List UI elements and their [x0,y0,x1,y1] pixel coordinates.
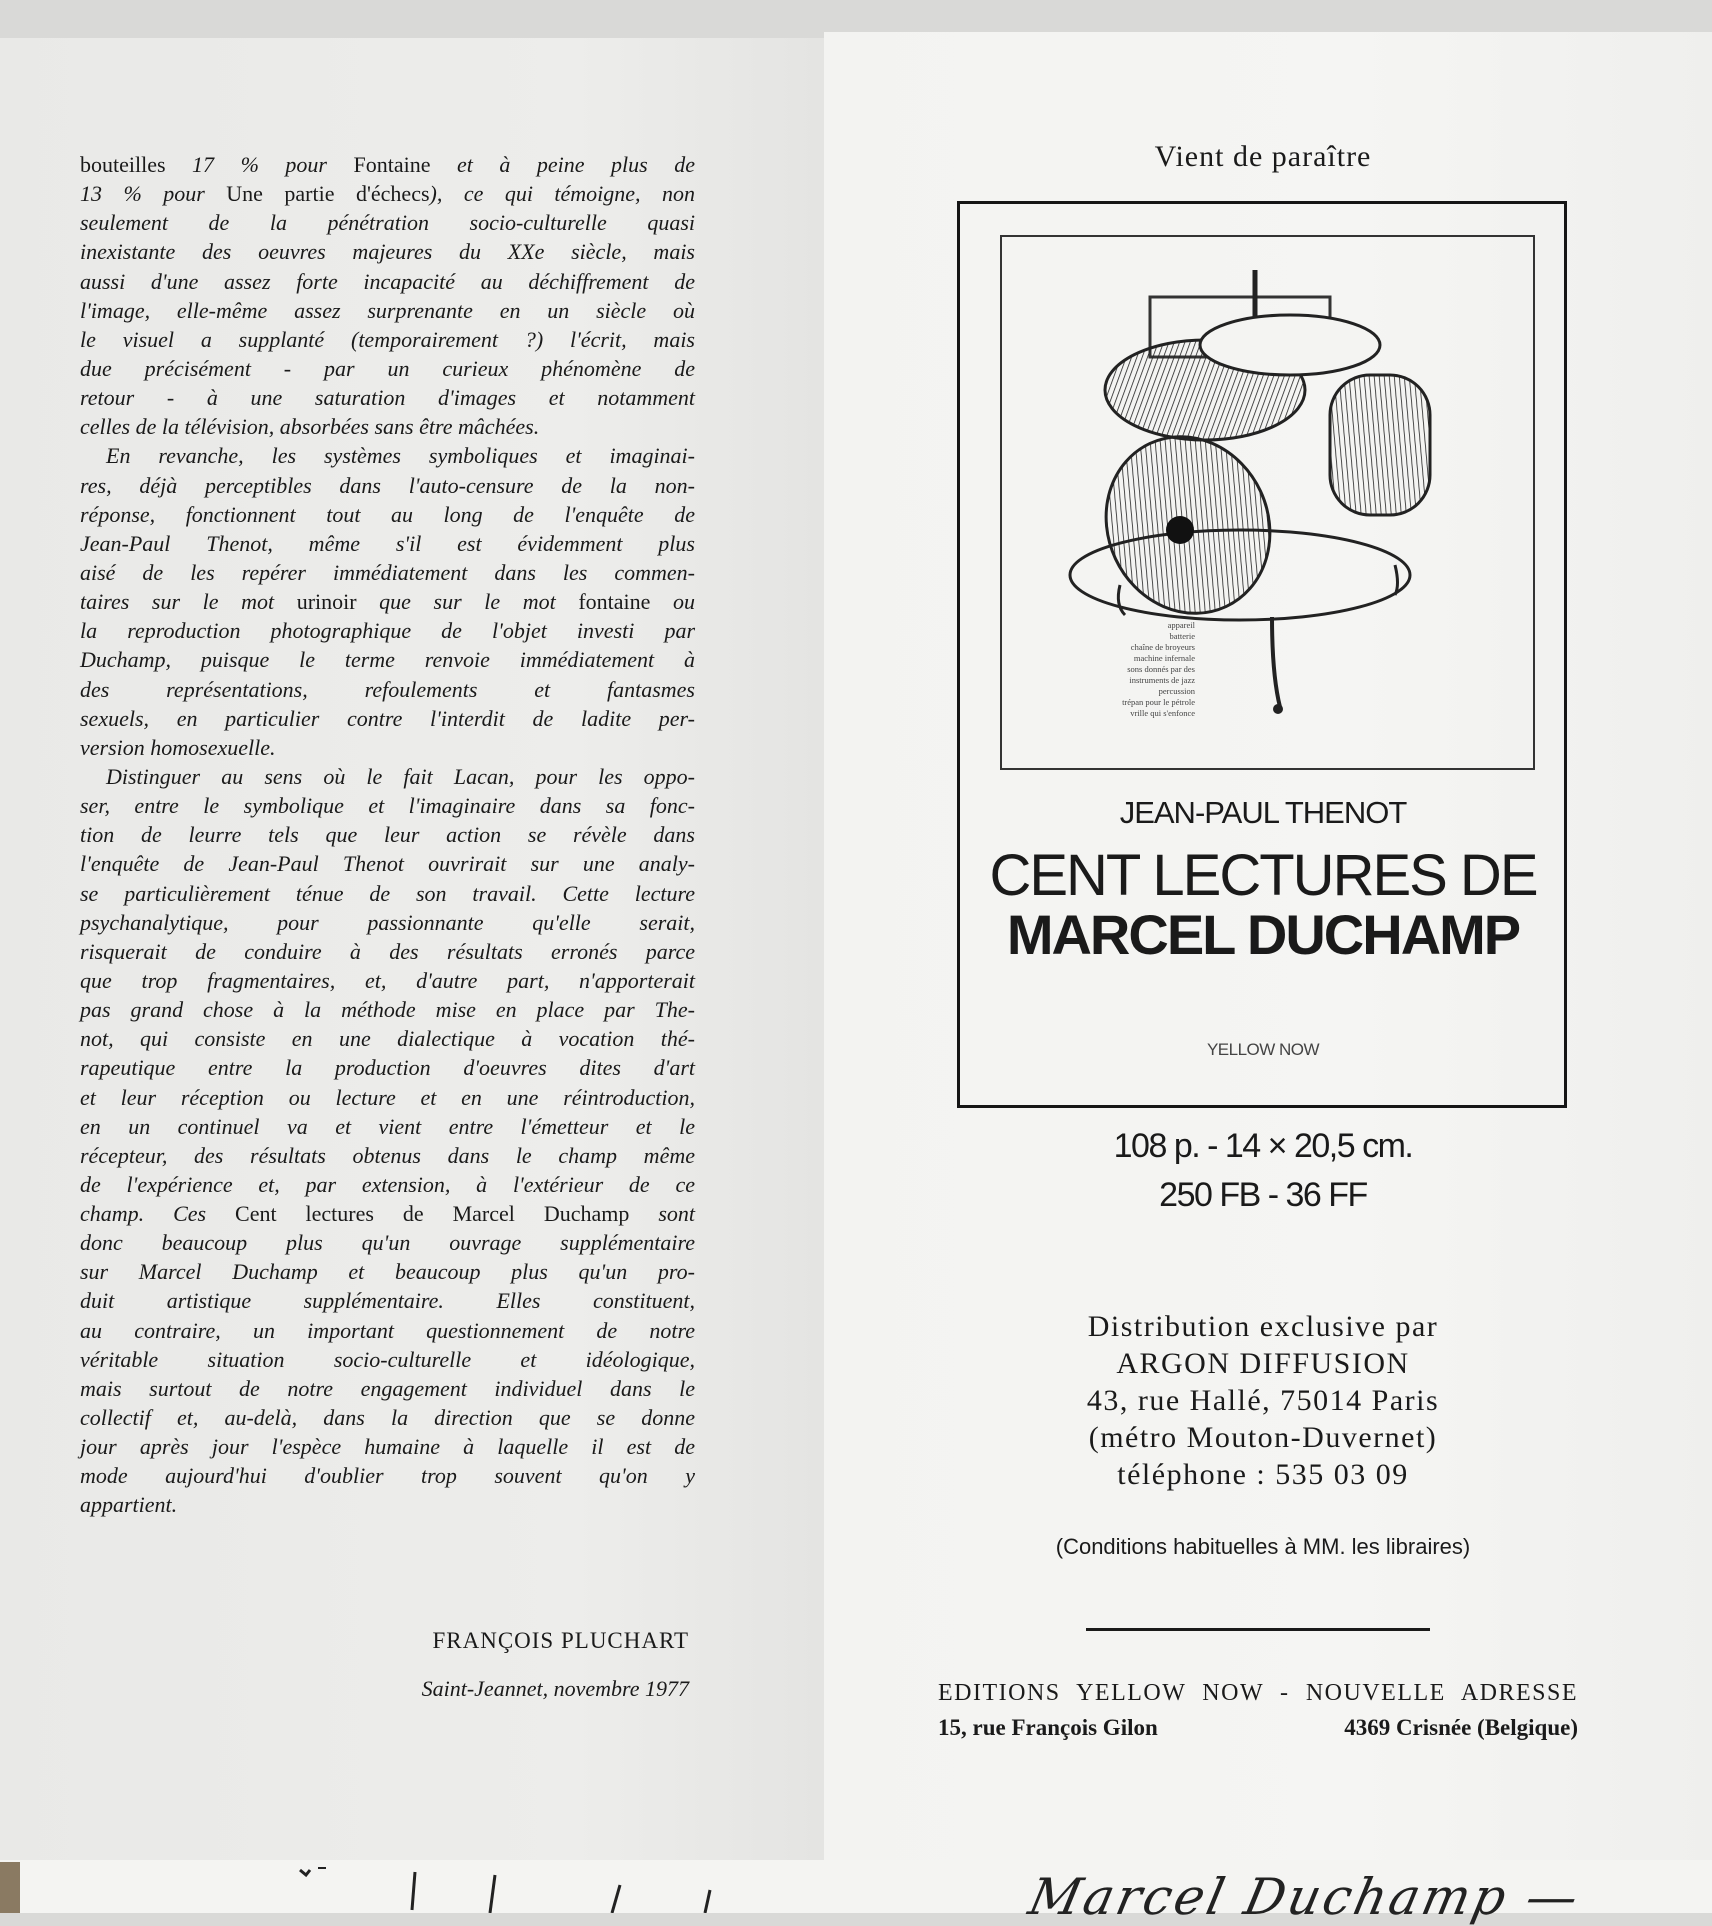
bookseller-conditions: (Conditions habituelles à MM. les libraires) [1055,1534,1471,1559]
text-line [80,296,695,325]
text-line [80,1316,695,1345]
italic-text-segment: Jean-Paul Thenot, même s'il est évidemment plus [80,530,695,556]
text-line [80,412,695,441]
italic-text-segment: psychanalytique, pour passionnante qu'elle serait, [80,909,695,935]
italic-text-segment: réponse, fonctionnent tout au long de l'enquête de [80,501,695,527]
text-line [80,529,695,558]
text-line [80,1141,695,1170]
italic-text-segment: la reproduction photographique de l'objet investi par [80,618,695,644]
italic-text-segment: sont [629,1201,695,1227]
italic-text-segment: Distinguer au sens où le fait Lacan, pour les oppo- [106,763,695,789]
text-line [80,237,695,266]
text-line [80,267,695,296]
italic-text-segment: ser, entre le symbolique et l'imaginaire dans sa fonc- [80,793,695,819]
caption-line: percussion [1158,686,1195,696]
text-line [80,1374,695,1403]
distributor-address: 43, rue Hallé, 75014 Paris [1086,1384,1440,1417]
text-line [80,995,695,1024]
text-line [80,500,695,529]
italic-text-segment: celles de la télévision, absorbées sans être mâchées. [80,414,540,440]
text-line [80,1112,695,1141]
italic-text-segment: 13 % pour [80,181,227,207]
text-line [80,645,695,674]
italic-text-segment: le visuel a supplanté (temporairement ?) l'écrit, mais [80,326,695,352]
text-line [80,1024,695,1053]
text-line [80,441,695,470]
italic-text-segment: not, qui consiste en une dialectique à vocation thé- [80,1026,695,1052]
text-line [80,1490,695,1519]
italic-text-segment: collectif et, au-delà, dans la direction que se donne [80,1405,695,1431]
text-line [80,383,695,412]
text-line [80,1345,695,1374]
handwritten-signature: Marcel Duchamp — [1023,1868,1587,1926]
essay-place-date: Saint-Jeannet, novembre 1977 [421,1676,689,1701]
italic-text-segment: jour après jour l'espèce humaine à laquelle il est de [80,1434,695,1460]
text-line [80,1053,695,1082]
italic-text-segment: en un continuel va et vient entre l'émetteur et le [80,1113,695,1139]
italic-text-segment: de l'expérience et, par extension, à l'extérieur de ce [80,1171,695,1197]
italic-text-segment: que sur le mot [356,589,579,615]
caption-line: machine infernale [1133,653,1195,663]
text-line [80,587,695,616]
italic-text-segment: ), ce qui témoigne, non [429,181,695,207]
italic-text-segment: duit artistique supplémentaire. Elles constituent, [80,1288,695,1314]
text-line [80,733,695,762]
italic-text-segment: l'enquête de Jean-Paul Thenot ouvrirait sur une analy- [80,851,695,877]
italic-text-segment: retour - à une saturation d'images et notamment [80,385,695,411]
cover-publisher: YELLOW NOW [1206,1040,1320,1059]
text-line [80,966,695,995]
italic-text-segment: des représentations, refoulements et fantasmes [80,676,695,702]
roman-text-segment: Cent lectures de Marcel Duchamp [235,1201,630,1227]
italic-text-segment: champ. Ces [80,1201,236,1227]
text-line [80,937,695,966]
essay-author: FRANÇOIS PLUCHART [432,1628,689,1653]
italic-text-segment: tion de leurre tels que leur action se révèle dans [80,822,695,848]
text-line [80,791,695,820]
text-line [80,1170,695,1199]
distributor-phone: téléphone : 535 03 09 [1117,1458,1409,1491]
divider-rule [1086,1628,1430,1631]
roman-text-segment: Fontaine [353,152,431,177]
italic-text-segment: et leur réception ou lecture et en une réintroduction, [80,1084,695,1110]
text-line [80,1228,695,1257]
editions-address [938,1715,1578,1741]
text-line [80,1286,695,1315]
italic-text-segment: Duchamp, puisque le terme renvoie immédiatement à [80,647,695,673]
italic-text-segment: au contraire, un important questionnement de notre [80,1317,695,1343]
caption-line: batterie [1169,631,1195,641]
text-line [80,908,695,937]
text-line [80,762,695,791]
text-line [80,1403,695,1432]
italic-text-segment: taires sur le mot [80,589,297,615]
distributor-name: ARGON DIFFUSION [1116,1347,1410,1380]
italic-text-segment: aussi d'une assez forte incapacité au déchiffrement de [80,268,695,294]
text-line [80,1432,695,1461]
book-specs [957,1122,1569,1220]
illustration-caption [1030,620,1195,719]
italic-text-segment: pas grand chose à la méthode mise en place par The- [80,997,695,1023]
italic-text-segment: sur Marcel Duchamp et beaucoup plus qu'un pro- [80,1259,695,1285]
italic-text-segment: ou [650,589,696,615]
italic-text-segment: mais surtout de notre engagement individuel dans le [80,1375,695,1401]
italic-text-segment: appartient. [80,1492,178,1518]
text-line [80,558,695,587]
italic-text-segment: véritable situation socio-culturelle et idéologique, [80,1346,695,1372]
book-price: 250 FB - 36 FF [1159,1176,1367,1214]
caption-line: vrille qui s'enfonce [1130,708,1195,718]
italic-text-segment: mode aujourd'hui d'oublier trop souvent qu'on y [80,1463,695,1489]
caption-line: instruments de jazz [1129,675,1195,685]
editions-street: 15, rue François Gilon [938,1715,1158,1740]
text-line [80,704,695,733]
announcement-heading: Vient de paraître [1154,140,1372,173]
editions-city: 4369 Crisnée (Belgique) [1344,1715,1578,1740]
caption-line: appareil [1167,620,1195,630]
handwriting-strokes [0,1860,1000,1913]
italic-text-segment: se particulièrement ténue de son travail. Cette lecture [80,880,695,906]
book-title-line1: CENT LECTURES DE [989,843,1537,908]
text-line [80,1083,695,1112]
text-line [80,1257,695,1286]
distribution-info [957,1308,1569,1493]
italic-text-segment: res, déjà perceptibles dans l'auto-censure de la non- [80,472,695,498]
roman-text-segment: bouteilles [80,152,166,177]
text-line [80,150,695,179]
italic-text-segment: En revanche, les systèmes symboliques et imaginai- [106,443,695,469]
text-line [80,849,695,878]
text-line [80,471,695,500]
roman-text-segment: fontaine [578,589,651,615]
text-line [80,208,695,237]
book-author: JEAN-PAUL THENOT [1119,795,1407,830]
caption-line: trépan pour le pétrole [1122,697,1195,707]
italic-text-segment: sexuels, en particulier contre l'interdit de ladite per- [80,705,695,731]
essay-text [80,150,695,1520]
italic-text-segment: aisé de les repérer immédiatement dans les commen- [80,559,695,585]
italic-text-segment: risquerait de conduire à des résultats erronés parce [80,938,695,964]
italic-text-segment: seulement de la pénétration socio-culturelle quasi [80,210,695,236]
text-line [80,1461,695,1490]
italic-text-segment: donc beaucoup plus qu'un ouvrage supplémentaire [80,1230,695,1256]
italic-text-segment: l'image, elle-même assez surprenante en un siècle où [80,297,695,323]
text-line [80,325,695,354]
italic-text-segment: 17 % pour [165,152,354,177]
italic-text-segment: que trop fragmentaires, et, d'autre part, n'apporterait [80,967,695,993]
italic-text-segment: récepteur, des résultats obtenus dans le champ même [80,1142,695,1168]
italic-text-segment: rapeutique entre la production d'oeuvres dites d'art [80,1055,695,1081]
roman-text-segment: Une partie d'échecs [226,181,430,207]
text-line [80,879,695,908]
text-line [80,1199,695,1228]
editions-new-address-heading: EDITIONS YELLOW NOW - NOUVELLE ADRESSE [938,1680,1578,1706]
book-title-line2: MARCEL DUCHAMP [1006,903,1520,966]
roman-text-segment: urinoir [296,589,357,615]
italic-text-segment: inexistante des oeuvres majeures du XXe siècle, mais [80,239,695,265]
distributor-metro: (métro Mouton-Duvernet) [1088,1421,1438,1454]
text-line [80,179,695,208]
text-line [80,820,695,849]
caption-line: sons donnés par des [1127,664,1195,674]
caption-line: chaîne de broyeurs [1130,642,1195,652]
distribution-line: Distribution exclusive par [1087,1310,1439,1343]
italic-text-segment: due précisément - par un curieux phénomène de [80,355,695,381]
text-line [80,354,695,383]
italic-text-segment: et à peine plus de [430,152,695,177]
book-format: 108 p. - 14 × 20,5 cm. [1113,1127,1413,1165]
text-line [80,675,695,704]
text-line [80,616,695,645]
italic-text-segment: version homosexuelle. [80,734,276,760]
